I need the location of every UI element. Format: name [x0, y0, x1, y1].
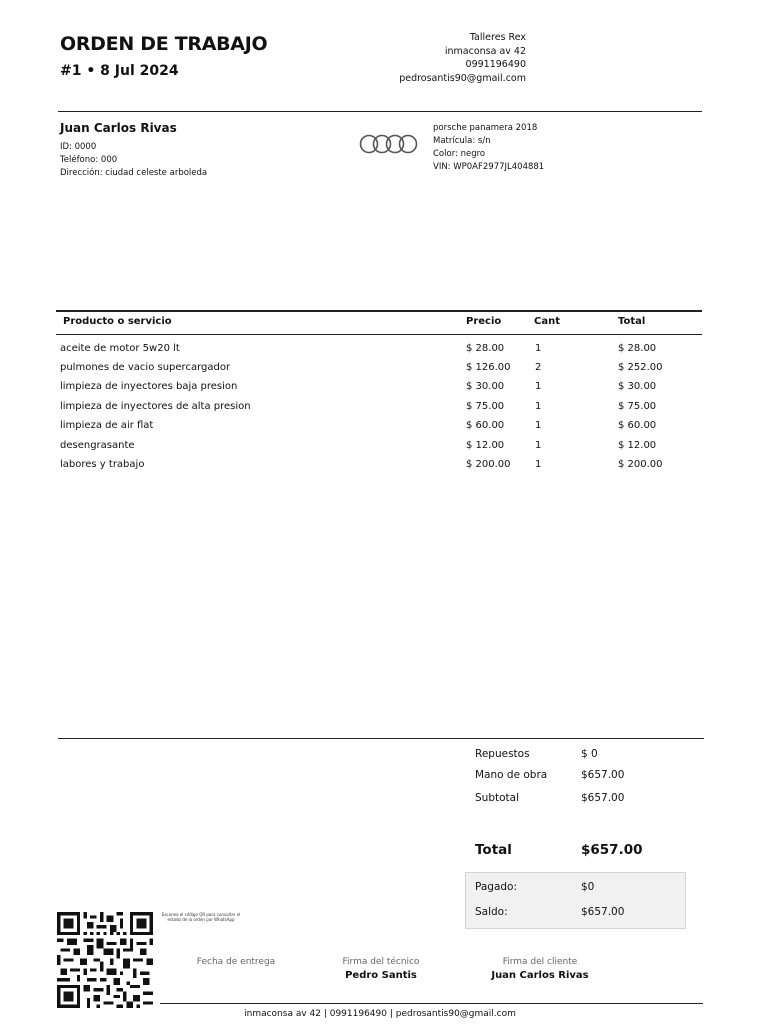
subtotal-label: Subtotal [475, 792, 519, 804]
item-total: $ 30.00 [618, 381, 657, 392]
table-row [0, 343, 768, 362]
client-signature-caption: Firma del cliente [502, 957, 578, 967]
column-header-product: Producto o servicio [63, 316, 172, 327]
paid-label: Pagado: [475, 881, 518, 893]
technician-signature-caption: Firma del técnico [342, 957, 420, 967]
item-price: $ 28.00 [466, 343, 505, 354]
total-value: $657.00 [581, 842, 643, 858]
table-top-border [56, 310, 702, 312]
item-name: pulmones de vacio supercargador [60, 362, 231, 373]
subtotal-value: $657.00 [581, 792, 625, 804]
balance-label: Saldo: [475, 906, 508, 918]
document-title: ORDEN DE TRABAJO [60, 33, 268, 55]
company-email: pedrosantis90@gmail.com [399, 72, 526, 84]
table-row [0, 401, 768, 420]
table-row [0, 459, 768, 478]
vehicle-color: Color: negro [433, 149, 486, 159]
paid-value: $0 [581, 881, 595, 893]
item-qty: 1 [535, 401, 542, 412]
footer-contact: inmaconsa av 42 | 0991196490 | pedrosantis90@gmail.com [244, 1009, 516, 1019]
item-qty: 1 [535, 343, 542, 354]
item-price: $ 200.00 [466, 459, 511, 470]
vehicle-plate: Matrícula: s/n [433, 136, 491, 146]
total-label: Total [475, 842, 512, 858]
client-address: Dirección: ciudad celeste arboleda [60, 168, 208, 178]
labor-label: Mano de obra [475, 769, 548, 781]
company-info [380, 31, 526, 85]
item-price: $ 75.00 [466, 401, 505, 412]
table-row [0, 420, 768, 439]
client-id: ID: 0000 [60, 142, 97, 152]
item-total: $ 60.00 [618, 420, 657, 431]
item-qty: 1 [535, 381, 542, 392]
item-total: $ 200.00 [618, 459, 663, 470]
company-phone: 0991196490 [465, 59, 526, 70]
item-total: $ 12.00 [618, 440, 657, 451]
table-row [0, 440, 768, 459]
parts-label: Repuestos [475, 748, 530, 760]
company-name: Talleres Rex [469, 32, 526, 43]
parts-value: $ 0 [581, 748, 598, 760]
qr-code-icon [57, 912, 153, 1008]
vehicle-model: porsche panamera 2018 [433, 123, 538, 133]
vehicle-info [433, 122, 544, 174]
item-price: $ 12.00 [466, 440, 505, 451]
table-row [0, 362, 768, 381]
summary-divider [58, 738, 704, 739]
table-header-divider [56, 334, 702, 335]
item-price: $ 30.00 [466, 381, 505, 392]
balance-value: $657.00 [581, 906, 625, 918]
item-name: limpieza de inyectores de alta presion [60, 401, 251, 412]
item-total: $ 28.00 [618, 343, 657, 354]
vehicle-vin: VIN: WP0AF2977JL404881 [433, 162, 545, 172]
client-name: Juan Carlos Rivas [60, 121, 177, 135]
labor-value: $657.00 [581, 769, 625, 781]
audi-rings-icon [359, 132, 421, 156]
item-qty: 1 [535, 420, 542, 431]
delivery-date-caption: Fecha de entrega [196, 957, 276, 967]
item-total: $ 252.00 [618, 362, 663, 373]
company-address: inmaconsa av 42 [444, 45, 526, 57]
item-price: $ 60.00 [466, 420, 505, 431]
item-qty: 1 [535, 440, 542, 451]
item-qty: 1 [535, 459, 542, 470]
client-signature-name: Juan Carlos Rivas [491, 970, 589, 981]
item-name: desengrasante [60, 440, 135, 451]
item-price: $ 126.00 [466, 362, 511, 373]
item-name: aceite de motor 5w20 lt [60, 343, 180, 354]
order-number-date: #1 • 8 Jul 2024 [60, 63, 179, 79]
column-header-qty: Cant [534, 316, 560, 327]
column-header-price: Precio [466, 316, 502, 327]
item-name: labores y trabajo [60, 459, 145, 470]
qr-note: Escanea el código QR para consultar el estado de la orden por WhatsApp [161, 912, 241, 922]
client-phone: Teléfono: 000 [60, 155, 118, 165]
footer-divider [160, 1003, 703, 1004]
item-total: $ 75.00 [618, 401, 657, 412]
client-info [60, 141, 207, 180]
technician-name: Pedro Santis [345, 970, 417, 981]
item-qty: 2 [535, 362, 542, 373]
table-row [0, 381, 768, 400]
column-header-total: Total [618, 316, 646, 327]
item-name: limpieza de air flat [60, 420, 154, 431]
header-divider [58, 111, 702, 112]
item-name: limpieza de inyectores baja presion [60, 381, 238, 392]
